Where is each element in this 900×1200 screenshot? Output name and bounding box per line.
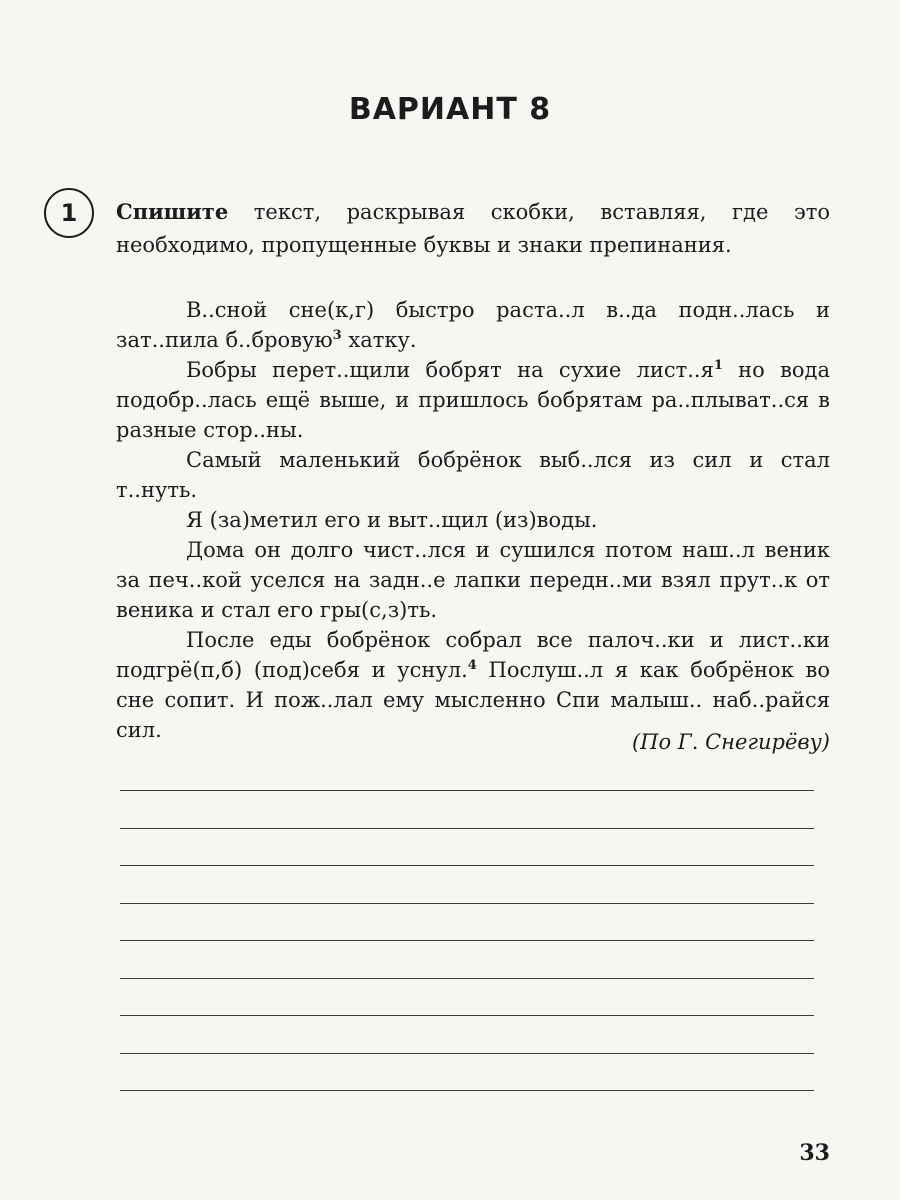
- task-instruction: [116, 195, 830, 262]
- answer-line[interactable]: [120, 828, 814, 829]
- answer-line[interactable]: [120, 790, 814, 791]
- paragraph-3: Самый маленький бобрёнок выб..лся из сил и стал т..нуть.: [116, 448, 830, 502]
- answer-line[interactable]: [120, 903, 814, 904]
- instruction-bold: Спишите: [116, 199, 229, 224]
- answer-line[interactable]: [120, 865, 814, 866]
- paragraph-2-end: но вода подобр..лась ещё выше, и пришлось бобрятам ра..плыват..ся в разные стор..ны.: [116, 358, 831, 442]
- paragraph-1-text: В..сной сне(к,г) быстро раста..л в..да подн..лась и зат..пила б..бровую: [116, 298, 830, 352]
- paragraph-4: Я (за)метил его и выт..щил (из)воды.: [186, 508, 598, 532]
- answer-line[interactable]: [120, 1015, 814, 1016]
- paragraph-6-text: После еды бобрёнок собрал все палоч..ки и лист..ки подгрё(п,б) (под)себя и уснул.: [116, 628, 830, 682]
- exercise-text: [116, 295, 830, 745]
- footnote-1: 1: [713, 358, 723, 373]
- page-title: ВАРИАНТ 8: [348, 92, 552, 127]
- paragraph-1: [116, 295, 830, 355]
- answer-lines[interactable]: [120, 790, 814, 1128]
- paragraph-1-end: хатку.: [341, 328, 417, 352]
- instruction-rest: текст, раскрывая скобки, вставляя, где это необходимо, пропущенные буквы и знаки препинания.: [116, 200, 830, 257]
- paragraph-2-text: Бобры перет..щили бобрят на сухие лист..я: [186, 358, 714, 382]
- answer-line[interactable]: [120, 978, 814, 979]
- paragraph-6-end: Послуш..л я как бобрёнок во сне сопит. И пож..лал ему мысленно Спи малыш.. наб..райся сил.: [116, 658, 830, 742]
- author-attribution: (По Г. Снегирёву): [631, 730, 830, 754]
- paragraph-6: [116, 625, 830, 745]
- page-number: 33: [799, 1140, 830, 1166]
- task-number-badge: [44, 188, 94, 238]
- footnote-4: 4: [467, 658, 477, 673]
- task-number: 1: [60, 199, 78, 227]
- paragraph-5: Дома он долго чист..лся и сушился потом наш..л веник за печ..кой уселся на задн..е лапки передн..ми взял прут..к от веника и стал его гры(с,з)ть.: [116, 538, 830, 622]
- answer-line[interactable]: [120, 1053, 814, 1054]
- answer-line[interactable]: [120, 1090, 814, 1091]
- footnote-3: 3: [332, 328, 342, 343]
- answer-line[interactable]: [120, 940, 814, 941]
- paragraph-2: [116, 355, 830, 445]
